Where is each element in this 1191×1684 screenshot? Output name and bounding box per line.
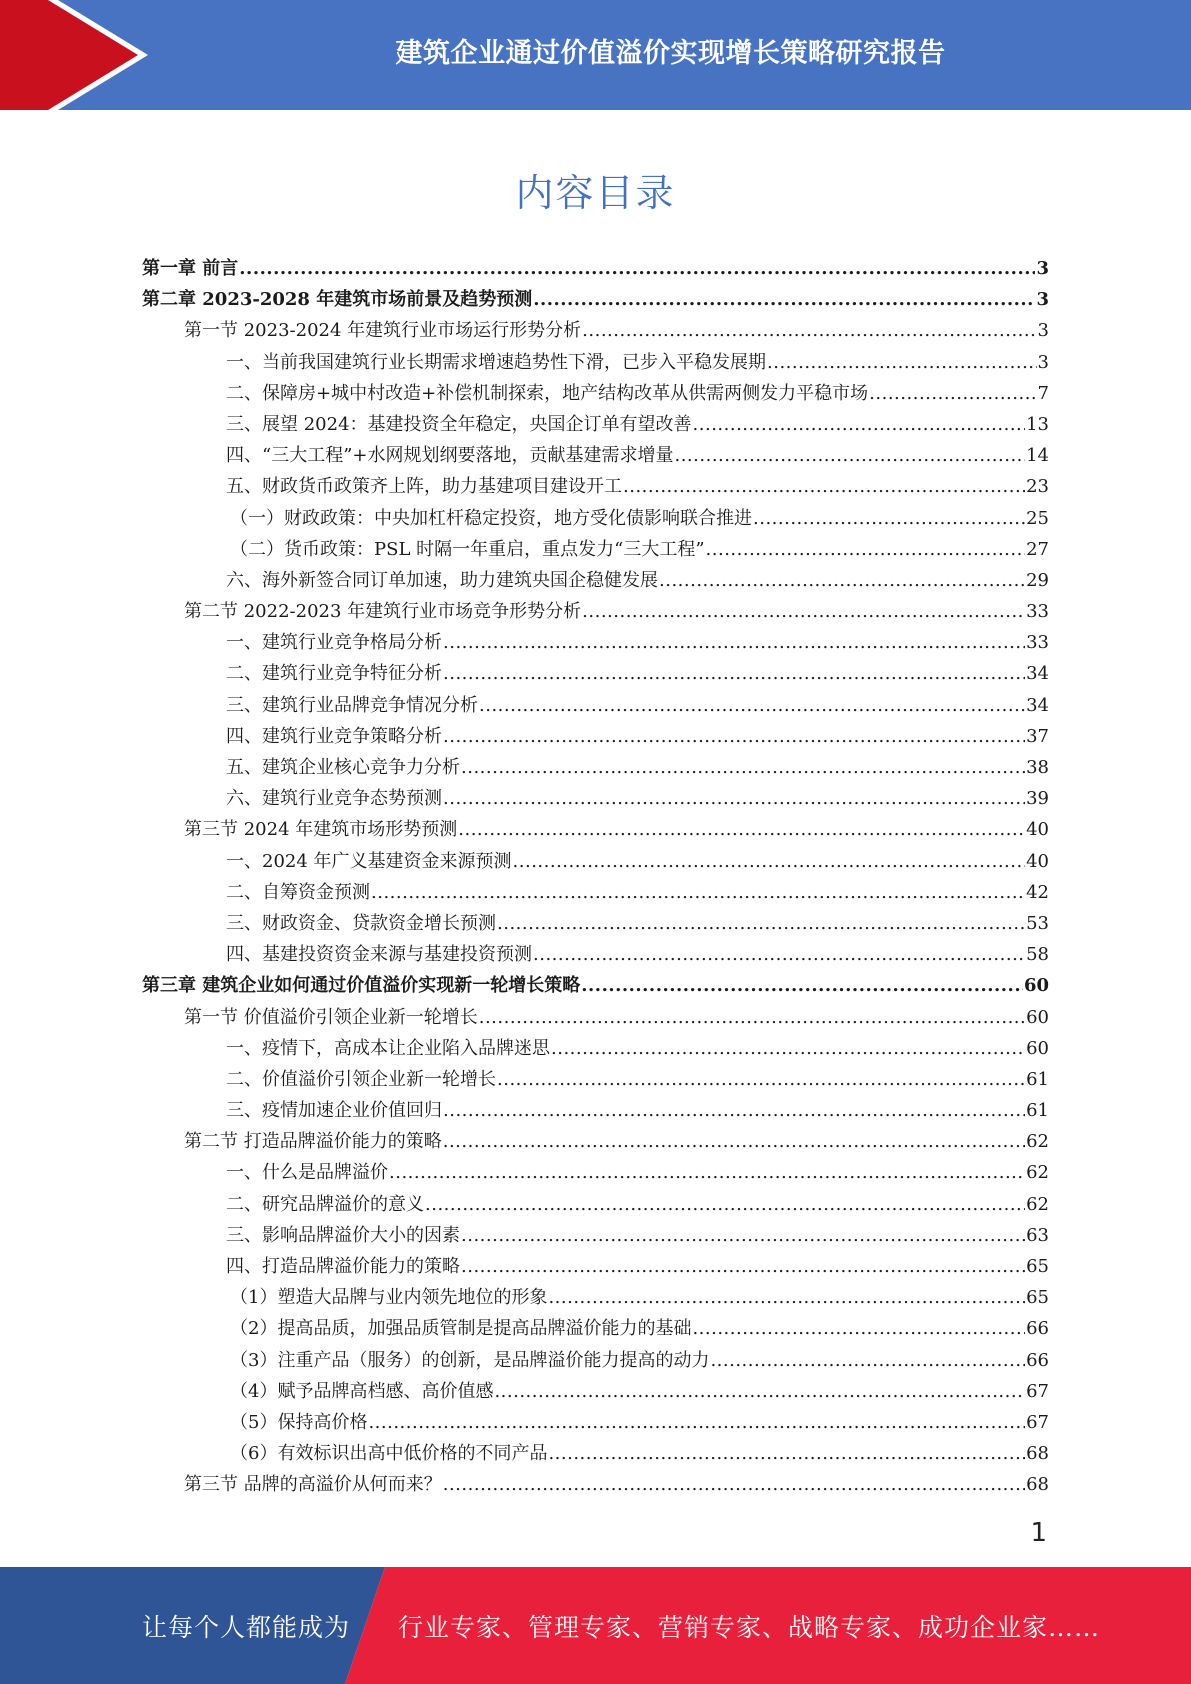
toc-entry[interactable] [142,753,1049,784]
toc-leader-dots [548,1287,1025,1308]
toc-leader-dots [458,819,1025,840]
toc-leader-dots [371,882,1025,903]
toc-entry-title: 三、展望 2024：基建投资全年稳定，央国企订单有望改善 [226,413,692,435]
toc-entry[interactable] [142,316,1049,347]
toc-entry-page: 33 [1026,601,1049,623]
toc-entry-page: 40 [1026,819,1049,841]
toc-entry[interactable] [142,691,1049,722]
toc-entry-page: 67 [1026,1380,1049,1402]
toc-entry-title: （一）财政政策：中央加杠杆稳定投资，地方受化债影响联合推进 [230,507,752,529]
toc-entry-page: 29 [1026,569,1049,591]
toc-leader-dots [443,663,1025,684]
table-of-contents [142,254,1049,1502]
toc-entry[interactable] [142,504,1049,535]
toc-leader-dots [869,383,1036,404]
toc-leader-dots [461,1256,1025,1277]
toc-leader-dots [533,289,1035,310]
toc-entry-page: 68 [1026,1474,1049,1496]
toc-entry-page: 65 [1026,1287,1049,1309]
toc-entry[interactable] [142,628,1049,659]
toc-entry-page: 13 [1026,413,1049,435]
toc-entry-page: 34 [1026,663,1049,685]
toc-entry-title: 第二节 2022-2023 年建筑行业市场竞争形势分析 [184,601,582,623]
toc-entry[interactable] [142,1377,1049,1408]
footer-slogan-right: 行业专家、管理专家、营销专家、战略专家、成功企业家…… [398,1612,1101,1642]
toc-entry-title: 第二章 2023-2028 年建筑市场前景及趋势预测 [142,289,533,311]
toc-entry-title: （6）有效标识出高中低价格的不同产品 [230,1443,548,1465]
toc-leader-dots [443,632,1025,653]
toc-entry-page: 33 [1026,632,1049,654]
toc-leader-dots [443,1474,1025,1495]
page-header [0,0,1191,110]
toc-entry-title: （2）提高品质，加强品质管制是提高品牌溢价能力的基础 [230,1318,692,1340]
toc-entry-title: 第二节 打造品牌溢价能力的策略 [184,1131,442,1153]
toc-entry-title: （5）保持高价格 [230,1411,368,1433]
toc-entry[interactable] [142,971,1049,1002]
toc-leader-dots [693,414,1026,435]
toc-entry-title: 二、自筹资金预测 [226,881,370,903]
header-title: 建筑企业通过价值溢价实现增长策略研究报告 [395,37,946,69]
toc-entry-title: 第三节 品牌的高溢价从何而来？ [184,1474,442,1496]
toc-entry-page: 61 [1026,1068,1049,1090]
toc-leader-dots [659,570,1025,591]
toc-entry-title: 五、建筑企业核心竞争力分析 [226,757,460,778]
toc-leader-dots [513,851,1026,872]
toc-entry-page: 60 [1026,1037,1049,1059]
toc-entry[interactable] [142,909,1049,940]
toc-entry[interactable] [142,1408,1049,1439]
toc-entry[interactable] [142,1439,1049,1470]
toc-entry-page: 66 [1026,1318,1049,1340]
toc-entry[interactable] [142,878,1049,909]
toc-entry-title: 四、建筑行业竞争策略分析 [226,725,442,747]
toc-leader-dots [443,788,1025,809]
toc-entry-page: 40 [1026,850,1049,872]
toc-entry[interactable] [142,1314,1049,1345]
toc-entry-page: 42 [1026,881,1049,903]
toc-entry-title: 二、价值溢价引领企业新一轮增长 [226,1068,496,1090]
toc-leader-dots [753,508,1025,529]
toc-entry[interactable] [142,1003,1049,1034]
toc-entry-title: （3）注重产品（服务）的创新，是品牌溢价能力提高的动力 [230,1349,710,1371]
toc-leader-dots [239,258,1035,279]
toc-entry-page: 66 [1026,1349,1049,1371]
toc-entry-title: 第三节 2024 年建筑市场形势预测 [184,819,458,841]
toc-entry-page: 61 [1026,1100,1049,1122]
toc-leader-dots [443,726,1025,747]
toc-entry-page: 14 [1026,445,1049,467]
toc-leader-dots [368,1412,1025,1433]
toc-entry[interactable] [142,659,1049,690]
toc-entry-title: 第一节 2023-2024 年建筑行业市场运行形势分析 [184,320,582,342]
toc-leader-dots [461,757,1025,778]
toc-entry-page: 62 [1026,1193,1049,1215]
toc-entry[interactable] [142,1283,1049,1314]
toc-entry[interactable] [142,472,1049,503]
toc-entry-title: 四、打造品牌溢价能力的策略 [226,1256,460,1277]
toc-leader-dots [497,1069,1025,1090]
toc-entry-title: 二、研究品牌溢价的意义 [226,1193,424,1215]
toc-entry[interactable] [142,1127,1049,1158]
toc-entry-title: 三、影响品牌溢价大小的因素 [226,1224,460,1246]
toc-entry-page: 3 [1036,258,1049,279]
toc-entry[interactable] [142,379,1049,410]
toc-leader-dots [582,320,1036,341]
toc-entry[interactable] [142,1252,1049,1283]
toc-entry-page: 39 [1026,788,1049,810]
toc-entry-title: （1）塑造大品牌与业内领先地位的形象 [230,1287,548,1309]
toc-entry-title: 六、海外新签合同订单加速，助力建筑央国企稳健发展 [226,569,658,591]
toc-entry[interactable] [142,410,1049,441]
toc-entry-title: 三、财政资金、贷款资金增长预测 [226,912,496,934]
toc-leader-dots [389,1162,1025,1183]
toc-entry-title: 六、建筑行业竞争态势预测 [226,788,442,810]
toc-entry-page: 27 [1026,538,1049,560]
toc-entry-page: 7 [1037,382,1049,404]
toc-entry-page: 62 [1026,1162,1049,1184]
toc-entry-title: 四、基建投资资金来源与基建投资预测 [226,944,532,966]
toc-entry-page: 53 [1026,912,1049,934]
toc-leader-dots [461,1225,1025,1246]
toc-leader-dots [551,1038,1025,1059]
toc-leader-dots [710,1350,1025,1371]
toc-entry-page: 62 [1026,1131,1049,1153]
toc-leader-dots [443,1100,1025,1121]
toc-entry-title: 一、疫情下，高成本让企业陷入品牌迷思 [226,1037,550,1059]
toc-entry-page: 38 [1026,757,1049,778]
toc-entry[interactable] [142,1096,1049,1127]
toc-leader-dots [582,601,1025,622]
toc-leader-dots [767,352,1037,373]
toc-entry-page: 58 [1026,944,1049,966]
toc-entry-title: 一、当前我国建筑行业长期需求增速趋势性下滑，已步入平稳发展期 [226,351,766,373]
toc-entry[interactable] [142,566,1049,597]
toc-entry-title: 第一节 价值溢价引领企业新一轮增长 [184,1006,478,1028]
toc-leader-dots [623,476,1025,497]
toc-entry-title: 二、建筑行业竞争特征分析 [226,663,442,685]
toc-leader-dots [479,695,1025,716]
toc-entry-page: 67 [1026,1411,1049,1433]
toc-entry[interactable] [142,1034,1049,1065]
toc-entry[interactable] [142,1221,1049,1252]
toc-entry-page: 3 [1036,289,1049,311]
toc-entry-page: 3 [1037,351,1049,373]
toc-entry[interactable] [142,535,1049,566]
toc-entry-page: 37 [1026,725,1049,747]
toc-entry[interactable] [142,441,1049,472]
toc-entry-page: 68 [1026,1443,1049,1465]
toc-leader-dots [706,539,1026,560]
toc-leader-dots [443,1131,1025,1152]
toc-entry[interactable] [142,815,1049,846]
toc-entry-title: （二）货币政策：PSL 时隔一年重启，重点发力“三大工程” [230,538,705,560]
toc-entry-page: 65 [1026,1256,1049,1277]
toc-entry[interactable] [142,1158,1049,1189]
toc-leader-dots [674,445,1025,466]
toc-entry[interactable] [142,1065,1049,1096]
toc-entry-title: 第三章 建筑企业如何通过价值溢价实现新一轮增长策略 [142,975,581,997]
toc-leader-dots [548,1443,1025,1464]
toc-title: 内容目录 [515,171,676,215]
toc-entry[interactable] [142,784,1049,815]
toc-entry[interactable] [142,348,1049,379]
toc-entry-title: 二、保障房+城中村改造+补偿机制探索，地产结构改革从供需两侧发力平稳市场 [226,382,869,404]
toc-entry[interactable] [142,940,1049,971]
toc-leader-dots [494,1381,1025,1402]
toc-entry-title: 一、什么是品牌溢价 [226,1162,388,1184]
toc-entry-page: 60 [1026,1006,1049,1028]
toc-entry-title: 一、2024 年广义基建资金来源预测 [226,850,512,872]
toc-entry[interactable] [142,1470,1049,1501]
toc-entry-page: 23 [1026,476,1049,498]
toc-entry-title: （4）赋予品牌高档感、高价值感 [230,1380,494,1402]
toc-entry-page: 25 [1026,507,1049,529]
toc-entry-page: 63 [1026,1224,1049,1246]
toc-leader-dots [425,1194,1025,1215]
toc-leader-dots [533,944,1025,965]
toc-entry[interactable] [142,1346,1049,1377]
toc-entry-page: 34 [1026,694,1049,716]
footer-slogan-left: 让每个人都能成为 [142,1612,351,1642]
toc-entry-title: 三、建筑行业品牌竞争情况分析 [226,694,478,716]
toc-entry-page: 60 [1023,975,1049,997]
toc-leader-dots [581,975,1023,996]
toc-entry-page: 3 [1037,320,1049,342]
toc-entry[interactable] [142,847,1049,878]
toc-entry[interactable] [142,722,1049,753]
toc-leader-dots [479,1007,1025,1028]
toc-entry-title: 三、疫情加速企业价值回归 [226,1100,442,1122]
toc-entry-title: 四、“三大工程”+水网规划纲要落地，贡献基建需求增量 [226,445,674,467]
toc-leader-dots [692,1318,1025,1339]
toc-entry-title: 一、建筑行业竞争格局分析 [226,632,442,654]
toc-entry[interactable] [142,285,1049,316]
toc-entry[interactable] [142,1190,1049,1221]
toc-entry-title: 第一章 前言 [142,258,239,279]
toc-entry[interactable] [142,597,1049,628]
page-footer [0,1567,1191,1684]
toc-leader-dots [497,913,1025,934]
toc-entry-title: 五、财政货币政策齐上阵，助力基建项目建设开工 [226,476,622,498]
page-number: 1 [1030,1518,1047,1548]
toc-entry[interactable] [142,254,1049,285]
